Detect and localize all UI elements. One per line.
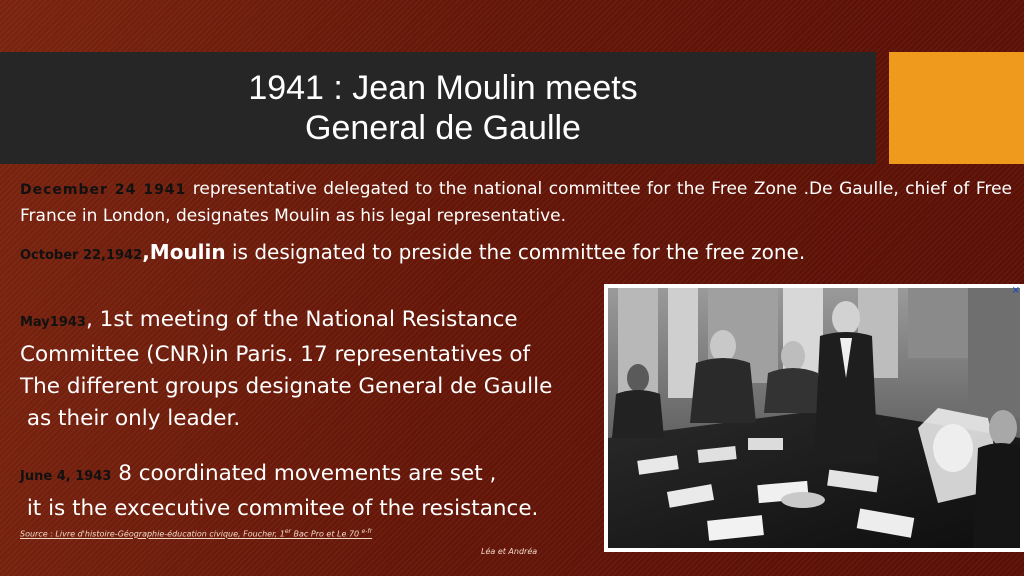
paragraph-line: Committee (CNR)in Paris. 17 representatives of: [20, 342, 531, 367]
slide-title-line-2: General de Gaulle: [305, 109, 581, 147]
close-icon[interactable]: ×: [1011, 285, 1020, 296]
paragraph-line: The different groups designate General de Gaulle: [20, 374, 553, 399]
paragraph-text: is designated to preside the committee for the free zone.: [225, 240, 806, 264]
historical-photo: [604, 284, 1024, 552]
paragraph-line: as their only leader.: [20, 406, 241, 431]
paragraph-may-1943: [20, 304, 600, 435]
name-moulin: Moulin: [149, 240, 226, 264]
source-sup: e-fr: [361, 528, 373, 535]
slide-title-line-1: 1941 : Jean Moulin meets: [248, 69, 638, 107]
date-june-1943: June 4, 1943: [20, 469, 112, 484]
comma: ,: [142, 240, 150, 264]
slide-title-bar: [0, 52, 876, 164]
source-text-mid: Bac Pro et Le 70: [291, 529, 362, 539]
source-text: Source : Livre d'histoire-Géographie-éducation civique, Foucher, 1: [20, 529, 285, 539]
paragraph-text: representative delegated to the national committee for the Free Zone .De Gaulle, chief of Free France in London, designates Moulin as his legal representative.: [20, 179, 1012, 226]
accent-block: [889, 52, 1024, 164]
date-december-1941: December 24 1941: [20, 182, 187, 198]
paragraph-line: it is the excecutive commitee of the resistance.: [20, 496, 539, 521]
source-link[interactable]: [20, 528, 372, 539]
paragraph-october-1942: [20, 238, 1012, 270]
paragraph-december-1941: [20, 176, 1012, 229]
paragraph-june-1943: [20, 458, 600, 525]
date-may-1943: May1943: [20, 315, 86, 330]
photo-meeting-image: [608, 288, 1020, 548]
paragraph-line: 8 coordinated movements are set ,: [111, 461, 497, 486]
date-october-1942: October 22,1942: [20, 248, 143, 263]
authors-credit: Léa et Andréa: [481, 547, 538, 556]
paragraph-line: , 1st meeting of the National Resistance: [85, 307, 518, 332]
source-sup: er: [284, 528, 291, 535]
